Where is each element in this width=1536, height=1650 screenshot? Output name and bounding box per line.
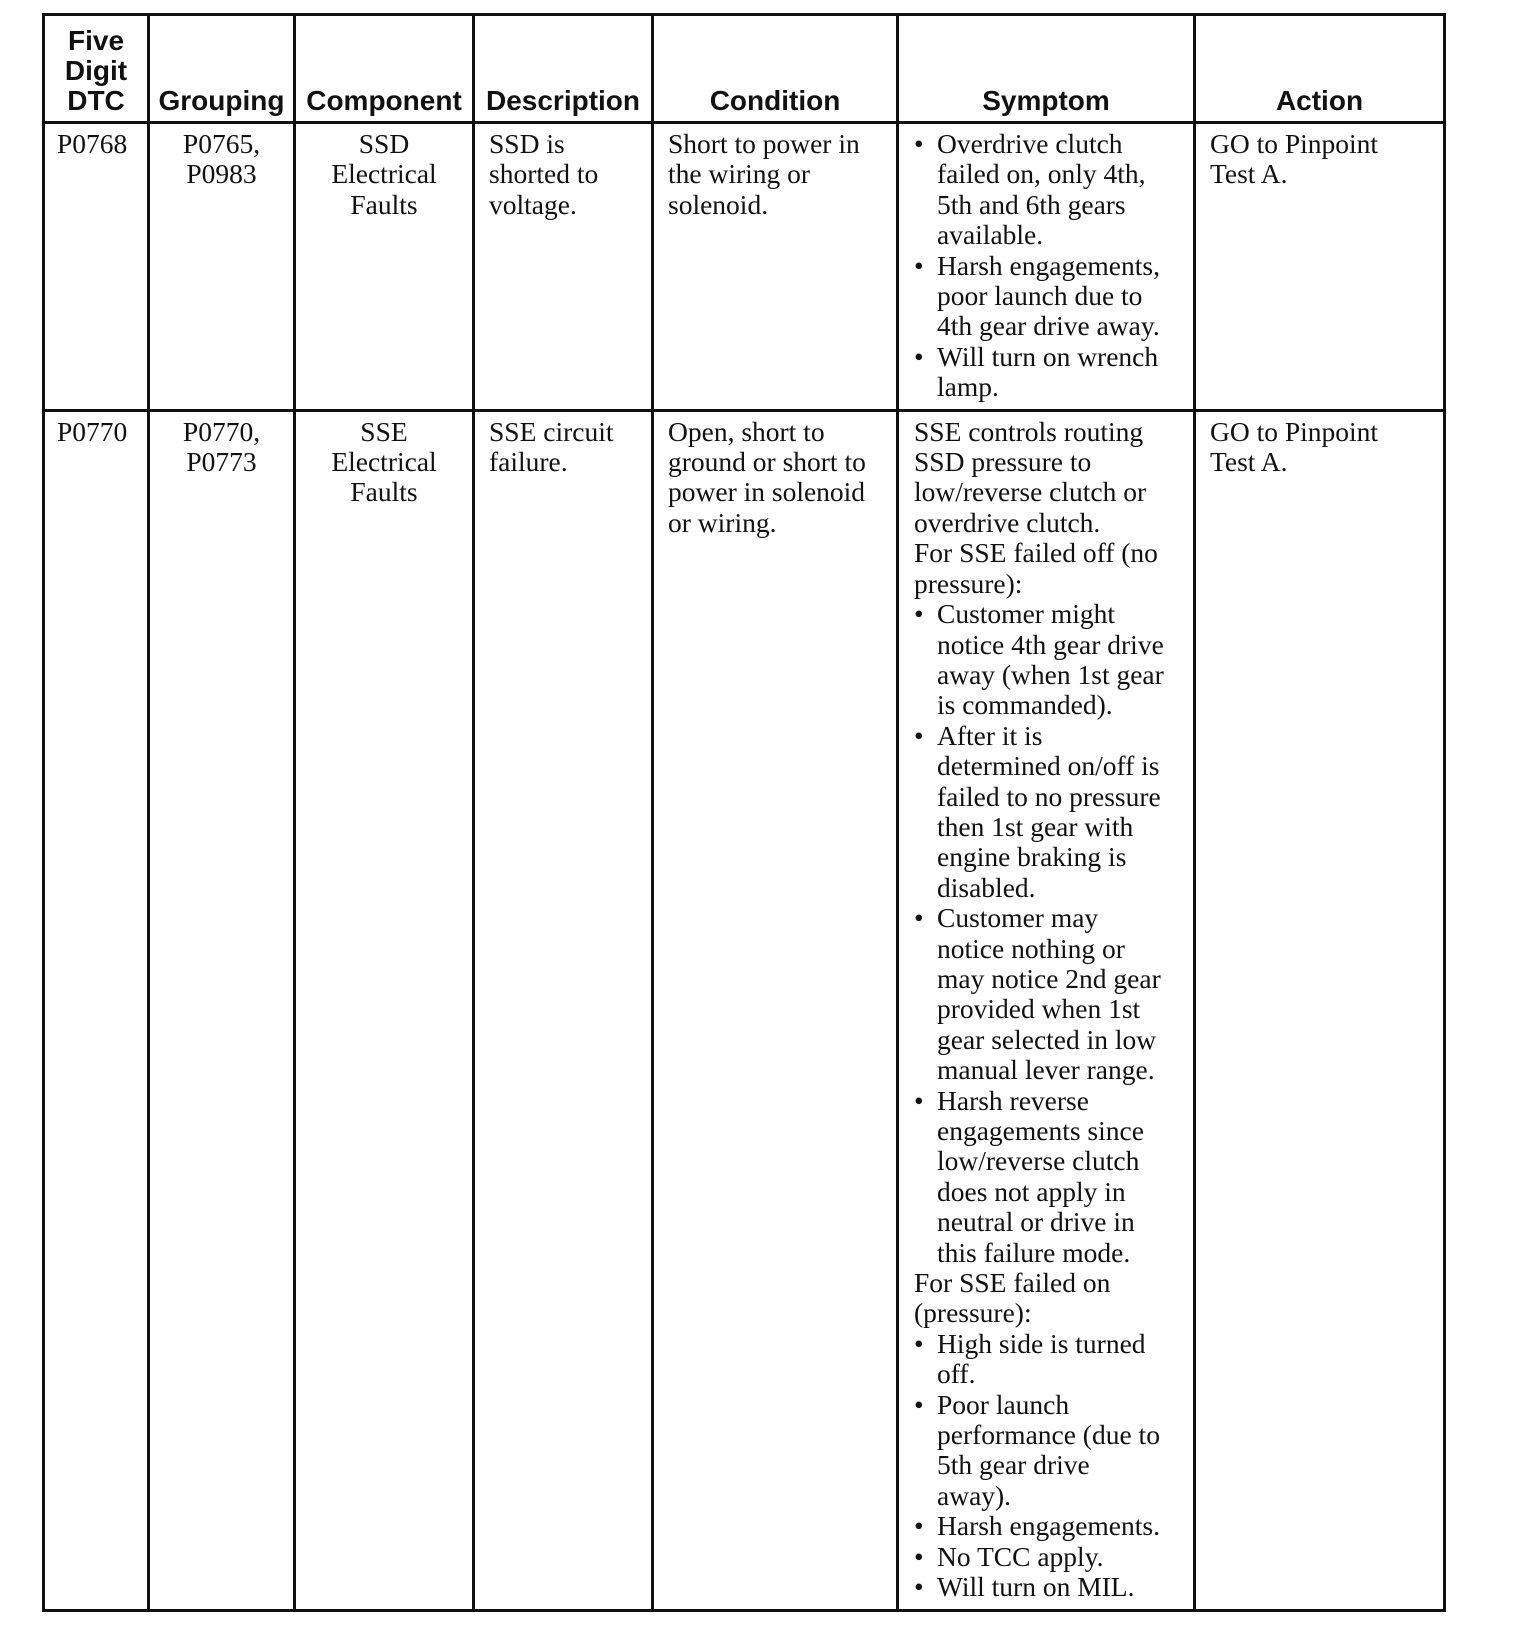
symptom-bullet-line: lamp. xyxy=(937,371,999,403)
symptom-bullet xyxy=(914,903,1187,1085)
symptom-bullet-line: this failure mode. xyxy=(937,1236,1131,1268)
symptom-bullet xyxy=(914,1572,1187,1602)
description-line: SSD is xyxy=(489,128,565,159)
component-line: SSE xyxy=(360,415,408,447)
symptom-bullet xyxy=(914,599,1187,721)
condition-line: power in solenoid xyxy=(668,476,866,508)
symptom-bullet-line: available. xyxy=(937,219,1044,251)
symptom-intro-line: SSD pressure to xyxy=(914,446,1092,478)
symptom-bullet xyxy=(914,1542,1187,1572)
symptom-intro-line: SSE controls routing xyxy=(914,415,1144,447)
symptom-bullet-list xyxy=(914,1329,1187,1603)
symptom-bullet-line: • Will turn on MIL. xyxy=(937,1571,1135,1603)
symptom-bullet-line: • Harsh reverse xyxy=(937,1084,1089,1116)
symptom-bullet-line: • Customer may xyxy=(937,902,1099,934)
action-line: Test A. xyxy=(1210,446,1288,478)
symptom-bullet-line: 4th gear drive away. xyxy=(937,310,1160,342)
description-cell xyxy=(474,123,653,411)
symptom-intro-line: For SSE failed on xyxy=(914,1267,1111,1299)
symptom-bullet-line: engagements since xyxy=(937,1115,1144,1146)
symptom-bullet-line: manual lever range. xyxy=(937,1054,1155,1086)
header-dtc-line: Digit xyxy=(64,55,128,86)
symptom-bullet-line: may notice 2nd gear xyxy=(937,962,1161,994)
description-line: shorted to xyxy=(489,158,599,190)
symptom-bullet-list xyxy=(914,599,1187,1268)
header-dtc-line: Five xyxy=(67,25,125,56)
table-body xyxy=(44,123,1445,1611)
symptom-intro-line: (pressure): xyxy=(914,1297,1032,1329)
symptom-bullet-line: poor launch due to xyxy=(937,280,1143,312)
symptom-bullet xyxy=(914,1390,1187,1512)
symptom-bullet-line: • Harsh engagements, xyxy=(937,249,1160,281)
grouping-line: P0770, xyxy=(182,415,261,447)
condition-line: ground or short to xyxy=(668,446,866,478)
grouping-line: P0983 xyxy=(186,158,257,190)
symptom-bullet-line: • Harsh engagements. xyxy=(937,1510,1160,1542)
table-row xyxy=(44,410,1445,1610)
header-five-digit-dtc xyxy=(44,15,149,123)
grouping-line: P0773 xyxy=(186,446,257,478)
symptom-intro-line: pressure): xyxy=(914,567,1023,599)
component-line: SSD xyxy=(358,128,410,159)
dtc-table xyxy=(42,13,1446,1612)
condition-line: solenoid. xyxy=(668,188,769,220)
symptom-bullet-line: notice nothing or xyxy=(937,932,1125,964)
symptom-bullet-line: gear selected in low xyxy=(937,1023,1157,1055)
dtc-cell: P0770 xyxy=(44,410,149,1610)
header-symptom: Symptom xyxy=(898,15,1195,123)
description-cell xyxy=(474,410,653,1610)
symptom-bullet-line: • Customer might xyxy=(937,598,1115,630)
component-line: Electrical xyxy=(331,158,437,190)
symptom-bullet xyxy=(914,251,1187,342)
symptom-bullet-line: notice 4th gear drive xyxy=(937,628,1164,660)
description-line: voltage. xyxy=(489,188,577,220)
grouping-line: P0765, xyxy=(182,128,261,159)
symptom-bullet-line: • Will turn on wrench xyxy=(937,340,1159,372)
description-line: failure. xyxy=(489,446,568,478)
symptom-bullet-line: then 1st gear with xyxy=(937,810,1134,842)
symptom-cell xyxy=(898,123,1195,411)
header-condition: Condition xyxy=(653,15,898,123)
symptom-bullet-line: neutral or drive in xyxy=(937,1206,1135,1238)
condition-line: the wiring or xyxy=(668,158,811,190)
symptom-bullet-line: failed to no pressure xyxy=(937,780,1161,812)
symptom-bullet xyxy=(914,1329,1187,1390)
symptom-bullet-line: away (when 1st gear xyxy=(937,658,1164,690)
condition-line: Short to power in xyxy=(668,128,860,159)
component-cell xyxy=(295,123,474,411)
symptom-bullet xyxy=(914,129,1187,251)
header-grouping: Grouping xyxy=(149,15,295,123)
symptom-bullet-line: • No TCC apply. xyxy=(937,1540,1104,1572)
condition-line: Open, short to xyxy=(668,415,825,447)
symptom-bullet-list xyxy=(914,129,1187,403)
condition-cell xyxy=(653,123,898,411)
component-cell xyxy=(295,410,474,1610)
symptom-bullet-line: away). xyxy=(937,1479,1012,1511)
symptom-bullet-line: engine braking is xyxy=(937,841,1127,873)
header-dtc-line: DTC xyxy=(67,85,125,116)
condition-line: or wiring. xyxy=(668,506,777,538)
symptom-bullet xyxy=(914,1511,1187,1541)
symptom-bullet-line: determined on/off is xyxy=(937,750,1160,782)
symptom-bullet-line: • Overdrive clutch xyxy=(937,128,1123,159)
action-cell xyxy=(1195,123,1445,411)
header-component: Component xyxy=(295,15,474,123)
symptom-block xyxy=(914,417,1187,1268)
symptom-bullet-line: • After it is xyxy=(937,719,1043,751)
symptom-bullet-line: • High side is turned xyxy=(937,1327,1146,1359)
symptom-bullet xyxy=(914,721,1187,903)
symptom-bullet-line: off. xyxy=(937,1358,976,1390)
symptom-block xyxy=(914,1268,1187,1602)
grouping-cell xyxy=(149,123,295,411)
symptom-bullet-line: is commanded). xyxy=(937,689,1113,721)
symptom-intro-line: overdrive clutch. xyxy=(914,506,1101,538)
symptom-bullet-line: • Poor launch xyxy=(937,1388,1070,1420)
condition-cell xyxy=(653,410,898,1610)
symptom-bullet-line: disabled. xyxy=(937,871,1036,903)
symptom-intro-line: low/reverse clutch or xyxy=(914,476,1147,508)
symptom-bullet-line: failed on, only 4th, xyxy=(937,158,1146,190)
description-line: SSE circuit xyxy=(489,415,614,447)
action-line: GO to Pinpoint xyxy=(1210,128,1379,159)
header-row xyxy=(44,15,1445,123)
component-line: Electrical xyxy=(331,446,437,478)
action-cell xyxy=(1195,410,1445,1610)
action-line: Test A. xyxy=(1210,158,1288,190)
symptom-bullet-line: 5th gear drive xyxy=(937,1449,1090,1481)
symptom-bullet-line: low/reverse clutch xyxy=(937,1145,1140,1177)
symptom-bullet-line: does not apply in xyxy=(937,1175,1126,1207)
header-action: Action xyxy=(1195,15,1445,123)
symptom-bullet-line: 5th and 6th gears xyxy=(937,188,1126,220)
symptom-block xyxy=(914,129,1187,403)
table-row xyxy=(44,123,1445,411)
grouping-cell xyxy=(149,410,295,1610)
action-line: GO to Pinpoint xyxy=(1210,415,1379,447)
component-line: Faults xyxy=(350,188,418,220)
symptom-bullet xyxy=(914,342,1187,403)
header-description: Description xyxy=(474,15,653,123)
symptom-bullet xyxy=(914,1086,1187,1268)
symptom-intro-line: For SSE failed off (no xyxy=(914,537,1158,569)
component-line: Faults xyxy=(350,476,418,508)
symptom-cell xyxy=(898,410,1195,1610)
symptom-bullet-line: provided when 1st xyxy=(937,993,1141,1025)
symptom-bullet-line: performance (due to xyxy=(937,1419,1160,1451)
dtc-cell: P0768 xyxy=(44,123,149,411)
